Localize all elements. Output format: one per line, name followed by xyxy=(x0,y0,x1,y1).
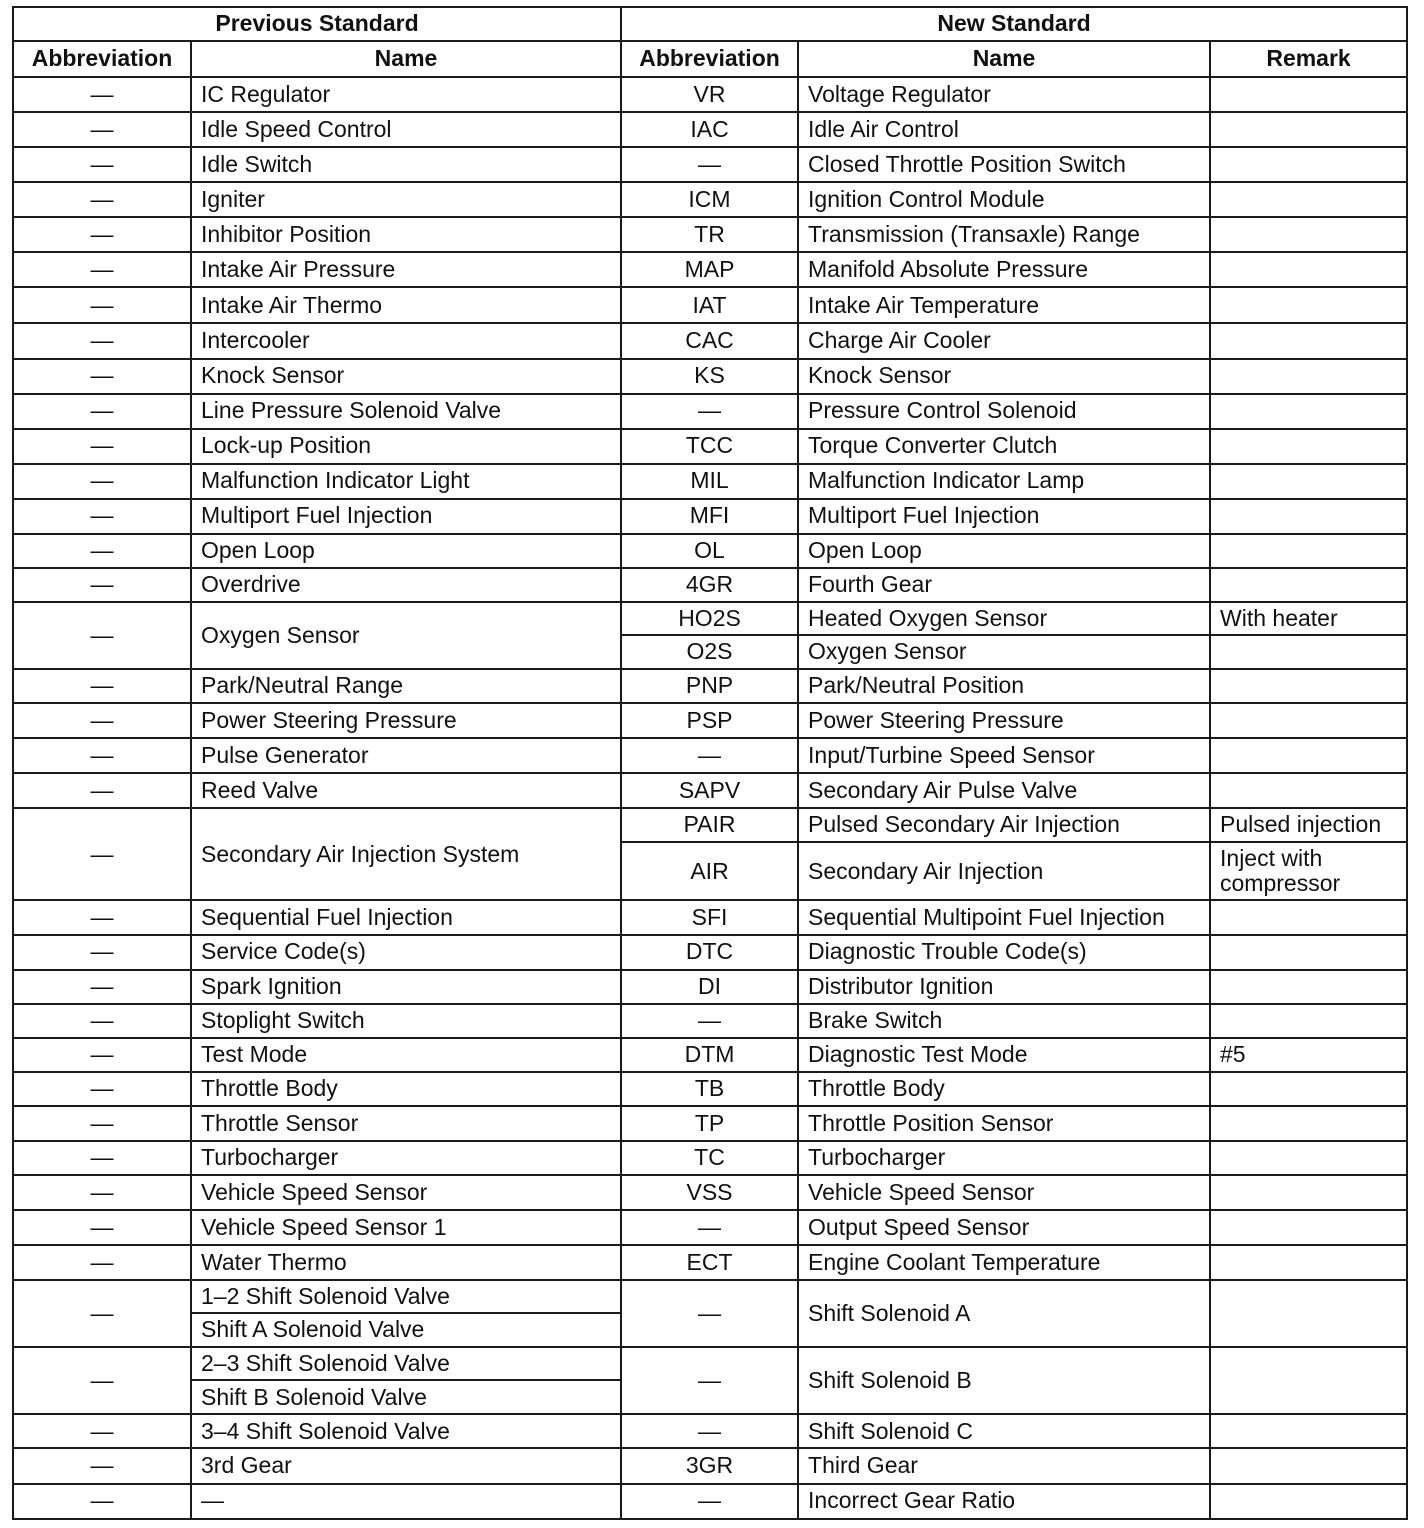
new-abbreviation-cell: DTM xyxy=(621,1038,798,1072)
remark-cell xyxy=(1210,464,1407,499)
new-abbreviation-cell: TC xyxy=(621,1141,798,1175)
remark-cell xyxy=(1210,635,1407,669)
remark-cell xyxy=(1210,499,1407,534)
remark-cell xyxy=(1210,1141,1407,1175)
table-row xyxy=(13,703,1407,738)
prev-abbreviation-cell: — xyxy=(13,464,191,499)
remark-cell xyxy=(1210,900,1407,934)
table-row xyxy=(13,1175,1407,1210)
new-abbreviation-cell: — xyxy=(621,1004,798,1038)
prev-name-cell: Turbocharger xyxy=(191,1141,621,1175)
remark-cell xyxy=(1210,703,1407,738)
prev-name-cell: Throttle Body xyxy=(191,1072,621,1106)
prev-abbreviation-cell: — xyxy=(13,1004,191,1038)
new-abbreviation-cell: VR xyxy=(621,77,798,112)
prev-abbreviation-cell: — xyxy=(13,1280,191,1347)
prev-abbreviation-cell: — xyxy=(13,703,191,738)
new-name-cell: Throttle Body xyxy=(798,1072,1210,1106)
new-name-cell: Charge Air Cooler xyxy=(798,323,1210,358)
prev-abbreviation-cell: — xyxy=(13,1245,191,1280)
new-abbreviation-header: Abbreviation xyxy=(621,41,798,77)
prev-abbreviation-cell: — xyxy=(13,1347,191,1414)
table-row xyxy=(13,394,1407,429)
new-abbreviation-cell: 3GR xyxy=(621,1448,798,1483)
table-row xyxy=(13,1347,1407,1380)
new-abbreviation-cell: HO2S xyxy=(621,602,798,635)
remark-cell xyxy=(1210,1004,1407,1038)
remark-cell: Pulsed injection xyxy=(1210,808,1407,842)
new-abbreviation-cell: OL xyxy=(621,534,798,568)
prev-abbreviation-cell: — xyxy=(13,773,191,808)
new-abbreviation-cell: DTC xyxy=(621,935,798,970)
table-row xyxy=(13,464,1407,499)
table-row xyxy=(13,1448,1407,1483)
remark-cell xyxy=(1210,147,1407,182)
new-name-cell: Multiport Fuel Injection xyxy=(798,499,1210,534)
table-row xyxy=(13,602,1407,635)
prev-abbreviation-cell: — xyxy=(13,252,191,287)
prev-name-cell: Overdrive xyxy=(191,568,621,602)
table-row xyxy=(13,773,1407,808)
prev-name-cell: Open Loop xyxy=(191,534,621,568)
remark-cell xyxy=(1210,1106,1407,1141)
prev-name-cell: Test Mode xyxy=(191,1038,621,1072)
new-name-cell: Brake Switch xyxy=(798,1004,1210,1038)
new-abbreviation-cell: TB xyxy=(621,1072,798,1106)
new-abbreviation-cell: IAT xyxy=(621,287,798,323)
table-row xyxy=(13,738,1407,773)
table-row xyxy=(13,1004,1407,1038)
prev-abbreviation-cell: — xyxy=(13,1414,191,1448)
prev-abbreviation-cell: — xyxy=(13,147,191,182)
table-body xyxy=(13,77,1407,1519)
new-name-cell: Park/Neutral Position xyxy=(798,669,1210,703)
table-row xyxy=(13,1141,1407,1175)
prev-abbreviation-cell: — xyxy=(13,738,191,773)
prev-abbreviation-cell: — xyxy=(13,568,191,602)
table-row xyxy=(13,568,1407,602)
prev-name-cell: 3–4 Shift Solenoid Valve xyxy=(191,1414,621,1448)
group-header-row xyxy=(13,7,1407,41)
remark-cell xyxy=(1210,217,1407,252)
prev-abbreviation-header: Abbreviation xyxy=(13,41,191,77)
new-name-cell: Heated Oxygen Sensor xyxy=(798,602,1210,635)
prev-name-cell: Line Pressure Solenoid Valve xyxy=(191,394,621,429)
remark-cell xyxy=(1210,323,1407,358)
prev-name-cell: Lock-up Position xyxy=(191,429,621,464)
table-row xyxy=(13,1484,1407,1519)
prev-abbreviation-cell: — xyxy=(13,808,191,900)
new-name-cell: Pulsed Secondary Air Injection xyxy=(798,808,1210,842)
new-abbreviation-cell: AIR xyxy=(621,842,798,900)
remark-cell xyxy=(1210,1072,1407,1106)
new-abbreviation-cell: DI xyxy=(621,970,798,1004)
prev-name-cell: Malfunction Indicator Light xyxy=(191,464,621,499)
prev-name-cell: Idle Speed Control xyxy=(191,112,621,147)
column-header-row xyxy=(13,41,1407,77)
prev-abbreviation-cell: — xyxy=(13,1210,191,1245)
prev-abbreviation-cell: — xyxy=(13,1175,191,1210)
prev-name-cell: Intake Air Thermo xyxy=(191,287,621,323)
prev-name-cell: Water Thermo xyxy=(191,1245,621,1280)
new-abbreviation-cell: KS xyxy=(621,359,798,394)
new-name-cell: Oxygen Sensor xyxy=(798,635,1210,669)
prev-name-cell: Stoplight Switch xyxy=(191,1004,621,1038)
prev-abbreviation-cell: — xyxy=(13,900,191,934)
prev-abbreviation-cell: — xyxy=(13,1484,191,1519)
prev-abbreviation-cell: — xyxy=(13,1448,191,1483)
new-abbreviation-cell: VSS xyxy=(621,1175,798,1210)
prev-abbreviation-cell: — xyxy=(13,1141,191,1175)
new-name-cell: Shift Solenoid B xyxy=(798,1347,1210,1414)
remark-cell xyxy=(1210,77,1407,112)
new-name-cell: Ignition Control Module xyxy=(798,182,1210,217)
remark-cell: Inject with compressor xyxy=(1210,842,1407,900)
prev-name-cell: Reed Valve xyxy=(191,773,621,808)
remark-cell xyxy=(1210,935,1407,970)
remark-cell: With heater xyxy=(1210,602,1407,635)
new-name-cell: Intake Air Temperature xyxy=(798,287,1210,323)
table-row xyxy=(13,182,1407,217)
prev-name-cell: Multiport Fuel Injection xyxy=(191,499,621,534)
prev-abbreviation-cell: — xyxy=(13,77,191,112)
prev-name-cell: Intake Air Pressure xyxy=(191,252,621,287)
new-abbreviation-cell: TCC xyxy=(621,429,798,464)
prev-name-cell: Igniter xyxy=(191,182,621,217)
table-row xyxy=(13,323,1407,358)
prev-abbreviation-cell: — xyxy=(13,359,191,394)
new-name-cell: Voltage Regulator xyxy=(798,77,1210,112)
new-abbreviation-cell: PSP xyxy=(621,703,798,738)
prev-abbreviation-cell: — xyxy=(13,1106,191,1141)
new-name-cell: Vehicle Speed Sensor xyxy=(798,1175,1210,1210)
new-name-cell: Input/Turbine Speed Sensor xyxy=(798,738,1210,773)
prev-name-cell: Park/Neutral Range xyxy=(191,669,621,703)
prev-abbreviation-cell: — xyxy=(13,534,191,568)
prev-abbreviation-cell: — xyxy=(13,112,191,147)
new-abbreviation-cell: MAP xyxy=(621,252,798,287)
new-name-cell: Shift Solenoid A xyxy=(798,1280,1210,1347)
new-abbreviation-cell: PAIR xyxy=(621,808,798,842)
prev-abbreviation-cell: — xyxy=(13,287,191,323)
new-abbreviation-cell: 4GR xyxy=(621,568,798,602)
new-name-cell: Diagnostic Test Mode xyxy=(798,1038,1210,1072)
table-row xyxy=(13,970,1407,1004)
table-row xyxy=(13,935,1407,970)
new-name-cell: Knock Sensor xyxy=(798,359,1210,394)
table-row xyxy=(13,77,1407,112)
prev-name-cell: Shift B Solenoid Valve xyxy=(191,1380,621,1414)
remark-cell: #5 xyxy=(1210,1038,1407,1072)
table-row xyxy=(13,359,1407,394)
table-row xyxy=(13,669,1407,703)
prev-abbreviation-cell: — xyxy=(13,323,191,358)
remark-cell xyxy=(1210,1448,1407,1483)
previous-standard-header: Previous Standard xyxy=(13,7,621,41)
prev-name-cell: Sequential Fuel Injection xyxy=(191,900,621,934)
new-name-cell: Fourth Gear xyxy=(798,568,1210,602)
prev-abbreviation-cell: — xyxy=(13,669,191,703)
new-name-cell: Secondary Air Pulse Valve xyxy=(798,773,1210,808)
remark-cell xyxy=(1210,970,1407,1004)
table-row xyxy=(13,147,1407,182)
new-abbreviation-cell: — xyxy=(621,1414,798,1448)
prev-name-cell: 3rd Gear xyxy=(191,1448,621,1483)
prev-name-cell: Knock Sensor xyxy=(191,359,621,394)
table-row xyxy=(13,808,1407,842)
prev-name-cell: 2–3 Shift Solenoid Valve xyxy=(191,1347,621,1380)
new-abbreviation-cell: ICM xyxy=(621,182,798,217)
new-name-cell: Manifold Absolute Pressure xyxy=(798,252,1210,287)
new-standard-header: New Standard xyxy=(621,7,1407,41)
new-name-cell: Idle Air Control xyxy=(798,112,1210,147)
remark-cell xyxy=(1210,1210,1407,1245)
prev-abbreviation-cell: — xyxy=(13,1072,191,1106)
prev-abbreviation-cell: — xyxy=(13,935,191,970)
prev-name-cell: Oxygen Sensor xyxy=(191,602,621,669)
table-row xyxy=(13,1106,1407,1141)
new-name-cell: Throttle Position Sensor xyxy=(798,1106,1210,1141)
new-abbreviation-cell: — xyxy=(621,147,798,182)
remark-header: Remark xyxy=(1210,41,1407,77)
prev-name-cell: Vehicle Speed Sensor xyxy=(191,1175,621,1210)
prev-name-cell: Throttle Sensor xyxy=(191,1106,621,1141)
prev-name-cell: — xyxy=(191,1484,621,1519)
remark-cell xyxy=(1210,773,1407,808)
prev-abbreviation-cell: — xyxy=(13,182,191,217)
new-abbreviation-cell: — xyxy=(621,1210,798,1245)
prev-name-cell: Pulse Generator xyxy=(191,738,621,773)
remark-cell xyxy=(1210,112,1407,147)
table-row xyxy=(13,217,1407,252)
new-abbreviation-cell: O2S xyxy=(621,635,798,669)
new-name-cell: Output Speed Sensor xyxy=(798,1210,1210,1245)
prev-name-cell: Vehicle Speed Sensor 1 xyxy=(191,1210,621,1245)
remark-cell xyxy=(1210,1484,1407,1519)
new-name-cell: Secondary Air Injection xyxy=(798,842,1210,900)
prev-abbreviation-cell: — xyxy=(13,429,191,464)
prev-name-cell: Inhibitor Position xyxy=(191,217,621,252)
prev-abbreviation-cell: — xyxy=(13,499,191,534)
new-abbreviation-cell: — xyxy=(621,1484,798,1519)
new-name-cell: Closed Throttle Position Switch xyxy=(798,147,1210,182)
prev-name-cell: Intercooler xyxy=(191,323,621,358)
prev-name-cell: Secondary Air Injection System xyxy=(191,808,621,900)
remark-cell xyxy=(1210,1280,1407,1347)
table-row xyxy=(13,112,1407,147)
new-abbreviation-cell: TP xyxy=(621,1106,798,1141)
new-abbreviation-cell: TR xyxy=(621,217,798,252)
new-name-cell: Diagnostic Trouble Code(s) xyxy=(798,935,1210,970)
new-abbreviation-cell: ECT xyxy=(621,1245,798,1280)
new-name-cell: Malfunction Indicator Lamp xyxy=(798,464,1210,499)
prev-name-cell: IC Regulator xyxy=(191,77,621,112)
new-abbreviation-cell: SAPV xyxy=(621,773,798,808)
new-name-cell: Open Loop xyxy=(798,534,1210,568)
prev-name-cell: Service Code(s) xyxy=(191,935,621,970)
table-row xyxy=(13,429,1407,464)
table-row xyxy=(13,252,1407,287)
table-row xyxy=(13,1210,1407,1245)
table-row xyxy=(13,1245,1407,1280)
new-abbreviation-cell: MFI xyxy=(621,499,798,534)
new-name-cell: Turbocharger xyxy=(798,1141,1210,1175)
new-name-cell: Sequential Multipoint Fuel Injection xyxy=(798,900,1210,934)
new-name-cell: Transmission (Transaxle) Range xyxy=(798,217,1210,252)
new-abbreviation-cell: — xyxy=(621,394,798,429)
remark-cell xyxy=(1210,1347,1407,1414)
prev-name-header: Name xyxy=(191,41,621,77)
prev-name-cell: Shift A Solenoid Valve xyxy=(191,1313,621,1347)
new-abbreviation-cell: SFI xyxy=(621,900,798,934)
prev-name-cell: Idle Switch xyxy=(191,147,621,182)
table-row xyxy=(13,534,1407,568)
remark-cell xyxy=(1210,568,1407,602)
remark-cell xyxy=(1210,534,1407,568)
new-name-cell: Power Steering Pressure xyxy=(798,703,1210,738)
prev-abbreviation-cell: — xyxy=(13,602,191,669)
new-name-cell: Third Gear xyxy=(798,1448,1210,1483)
new-name-cell: Pressure Control Solenoid xyxy=(798,394,1210,429)
remark-cell xyxy=(1210,182,1407,217)
new-abbreviation-cell: — xyxy=(621,1347,798,1414)
table-row xyxy=(13,1072,1407,1106)
new-name-cell: Incorrect Gear Ratio xyxy=(798,1484,1210,1519)
remark-cell xyxy=(1210,738,1407,773)
new-abbreviation-cell: MIL xyxy=(621,464,798,499)
table-row xyxy=(13,499,1407,534)
new-name-cell: Distributor Ignition xyxy=(798,970,1210,1004)
table-row xyxy=(13,287,1407,323)
prev-abbreviation-cell: — xyxy=(13,1038,191,1072)
new-abbreviation-cell: PNP xyxy=(621,669,798,703)
prev-name-cell: Spark Ignition xyxy=(191,970,621,1004)
table-row xyxy=(13,1280,1407,1313)
new-name-cell: Engine Coolant Temperature xyxy=(798,1245,1210,1280)
new-name-cell: Torque Converter Clutch xyxy=(798,429,1210,464)
prev-abbreviation-cell: — xyxy=(13,970,191,1004)
prev-name-cell: Power Steering Pressure xyxy=(191,703,621,738)
table-row xyxy=(13,1038,1407,1072)
remark-cell xyxy=(1210,669,1407,703)
prev-abbreviation-cell: — xyxy=(13,394,191,429)
remark-cell xyxy=(1210,359,1407,394)
remark-cell xyxy=(1210,1245,1407,1280)
remark-cell xyxy=(1210,252,1407,287)
new-abbreviation-cell: — xyxy=(621,738,798,773)
abbreviation-table xyxy=(12,6,1408,1520)
remark-cell xyxy=(1210,394,1407,429)
table-row xyxy=(13,900,1407,934)
new-abbreviation-cell: IAC xyxy=(621,112,798,147)
prev-abbreviation-cell: — xyxy=(13,217,191,252)
new-name-cell: Shift Solenoid C xyxy=(798,1414,1210,1448)
new-name-header: Name xyxy=(798,41,1210,77)
new-abbreviation-cell: CAC xyxy=(621,323,798,358)
table-row xyxy=(13,1414,1407,1448)
remark-cell xyxy=(1210,429,1407,464)
remark-cell xyxy=(1210,287,1407,323)
remark-cell xyxy=(1210,1414,1407,1448)
new-abbreviation-cell: — xyxy=(621,1280,798,1347)
prev-name-cell: 1–2 Shift Solenoid Valve xyxy=(191,1280,621,1313)
remark-cell xyxy=(1210,1175,1407,1210)
